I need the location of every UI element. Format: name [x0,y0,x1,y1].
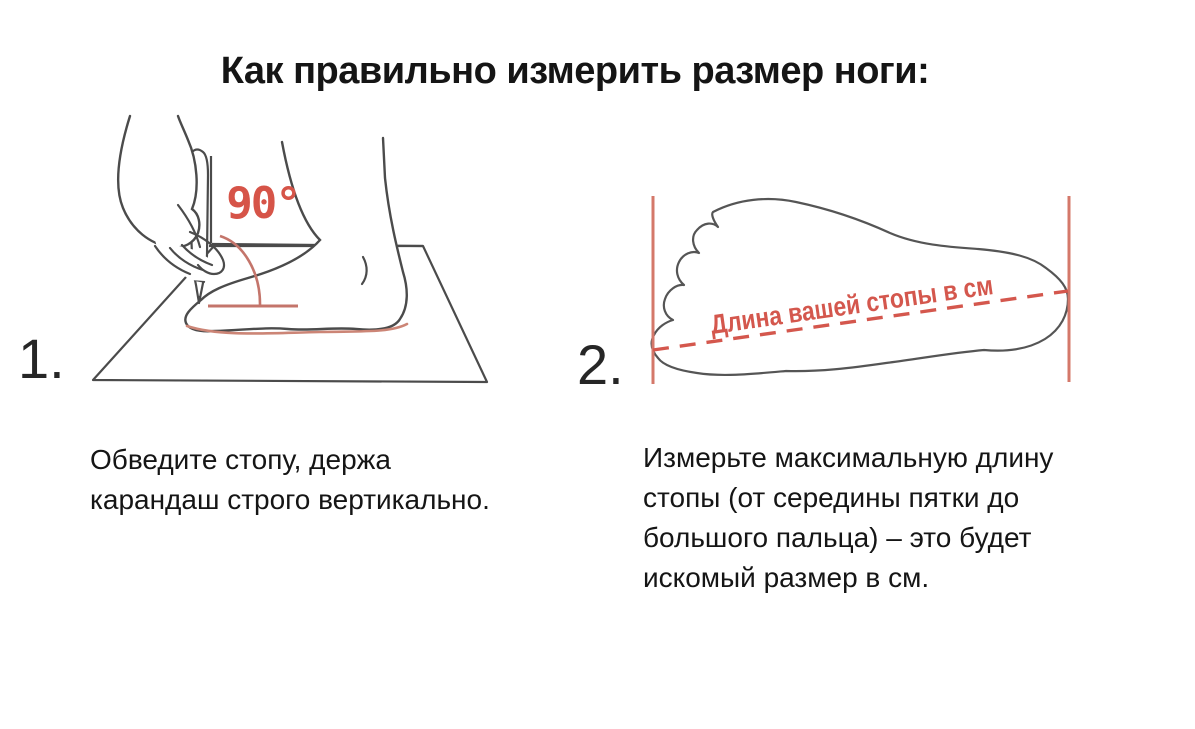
step-1-caption [90,440,570,520]
caption-line: Измерьте максимальную длину [643,442,1054,473]
footprint-outline [652,199,1068,375]
caption-line: Обведите стопу, держа [90,444,391,475]
page-title: Как правильно измерить размер ноги: [220,50,930,92]
angle-90-label: 90° [226,178,300,229]
foot-outline-measurement-illustration [620,150,1180,440]
step-1-number: 1. [18,327,65,390]
caption-line: стопы (от середины пятки до [643,482,1020,513]
foot-length-label: Длина вашей стопы в см [708,263,1045,340]
caption-line: большого пальца) – это будет [643,522,1032,553]
caption-line: карандаш строго вертикально. [90,484,490,515]
step-2-caption [643,438,1143,598]
step-2-number: 2. [577,333,624,396]
foot-drawing [185,138,406,331]
caption-line: искомый размер в см. [643,562,930,593]
foot-tracing-illustration [60,100,620,420]
